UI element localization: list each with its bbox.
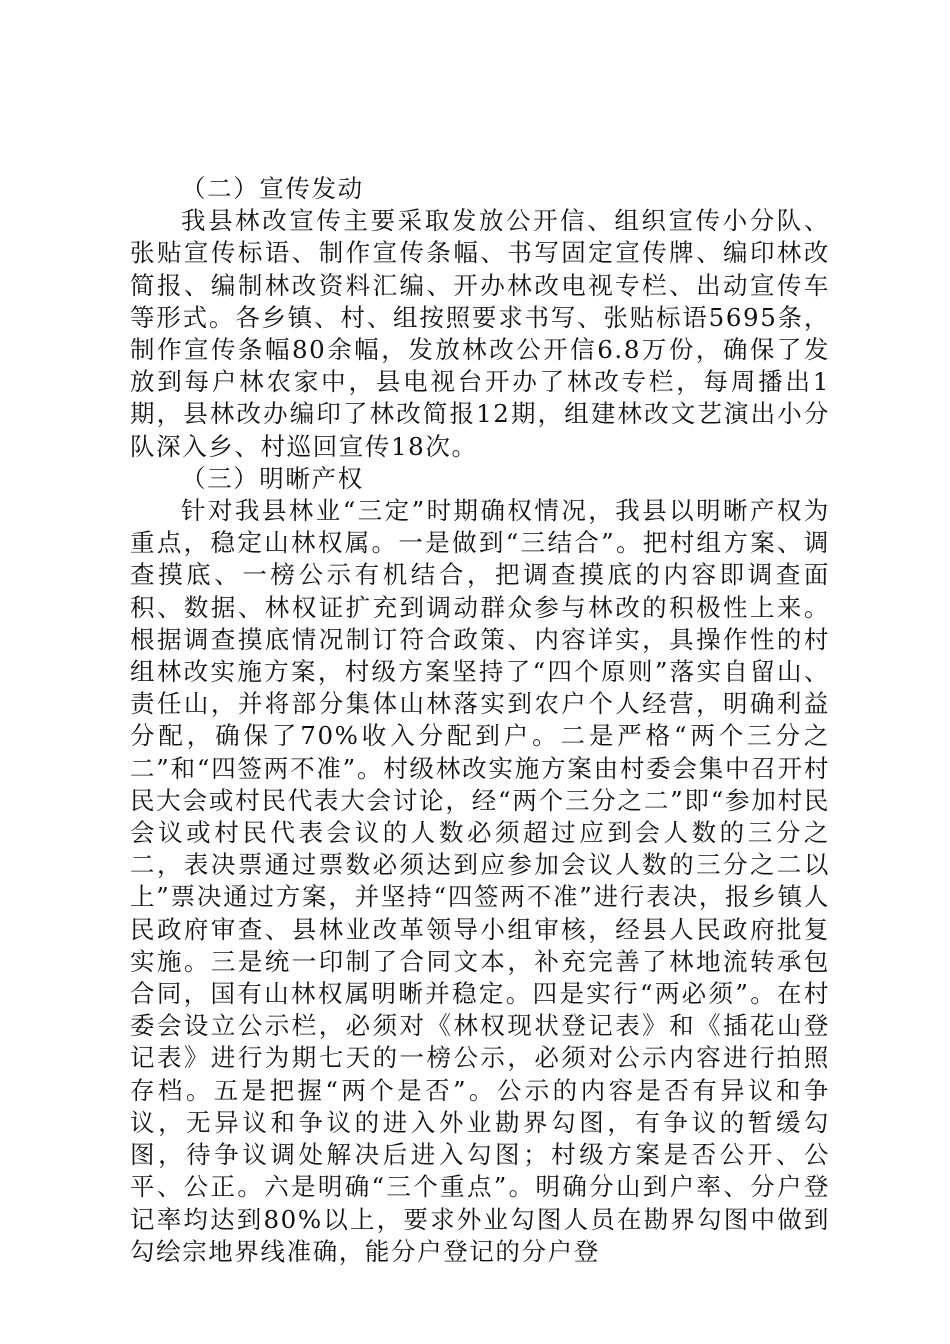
section-paragraph-property-rights: 针对我县林业“三定”时期确权情况，我县以明晰产权为重点，稳定山林权属。一是做到“三结合”。把村组方案、调查摸底、一榜公示有机结合，把调查摸底的内容即调查面积、数据、林权证扩充到调动群众参与林改的积极性上来。根据调查摸底情况制订符合政策、内容详实，具操作性的村组林改实施方案，村级方案坚持了“四个原则”落实自留山、责任山，并将部分集体山林落实到农户个人经营，明确利益分配，确保了70%收入分配到户。二是严格“两个三分之二”和“四签两不准”。村级林改实施方案由村委会集中召开村民大会或村民代表大会讨论，经“两个三分之二”即“参加村民会议或村民代表会议的人数必须超过应到会人数的三分之二，表决票通过票数必须达到应参加会议人数的三分之二以上”票决通过方案，并坚持“四签两不准”进行表决，报乡镇人民政府审查、县林业改革领导小组审核，经县人民政府批复实施。三是统一印制了合同文本，补充完善了林地流转承包合同，国有山林权属明晰并稳定。四是实行“两必须”。在村委会设立公示栏，必须对《林权现状登记表》和《插花山登记表》进行为期七天的一榜公示，必须对公示内容进行拍照存档。五是把握“两个是否”。公示的内容是否有异议和争议，无异议和争议的进入外业勘界勾图，有争议的暂缓勾图，待争议调处解决后进入勾图；村级方案是否公开、公平、公正。六是明确“三个重点”。明确分山到户率、分户登记率均达到80%以上，要求外业勾图人员在勘界勾图中做到勾绘宗地界线准确，能分户登记的分户登	[130, 496, 830, 1266]
section-heading-publicity: （二）宣传发动	[181, 174, 364, 203]
document-body	[130, 173, 830, 1268]
section-paragraph-publicity: 我县林改宣传主要采取发放公开信、组织宣传小分队、张贴宣传标语、制作宣传条幅、书写固定宣传牌、编印林改简报、编制林改资料汇编、开办林改电视专栏、出动宣传车等形式。各乡镇、村、组按照要求书写、张贴标语5695条，制作宣传条幅80余幅，发放林改公开信6.8万份，确保了发放到每户林农家中，县电视台开办了林改专栏，每周播出1期，县林改办编印了林改简报12期，组建林改文艺演出小分队深入乡、村巡回宣传18次。	[130, 206, 830, 461]
section-heading-property-rights: （三）明晰产权	[181, 463, 364, 493]
